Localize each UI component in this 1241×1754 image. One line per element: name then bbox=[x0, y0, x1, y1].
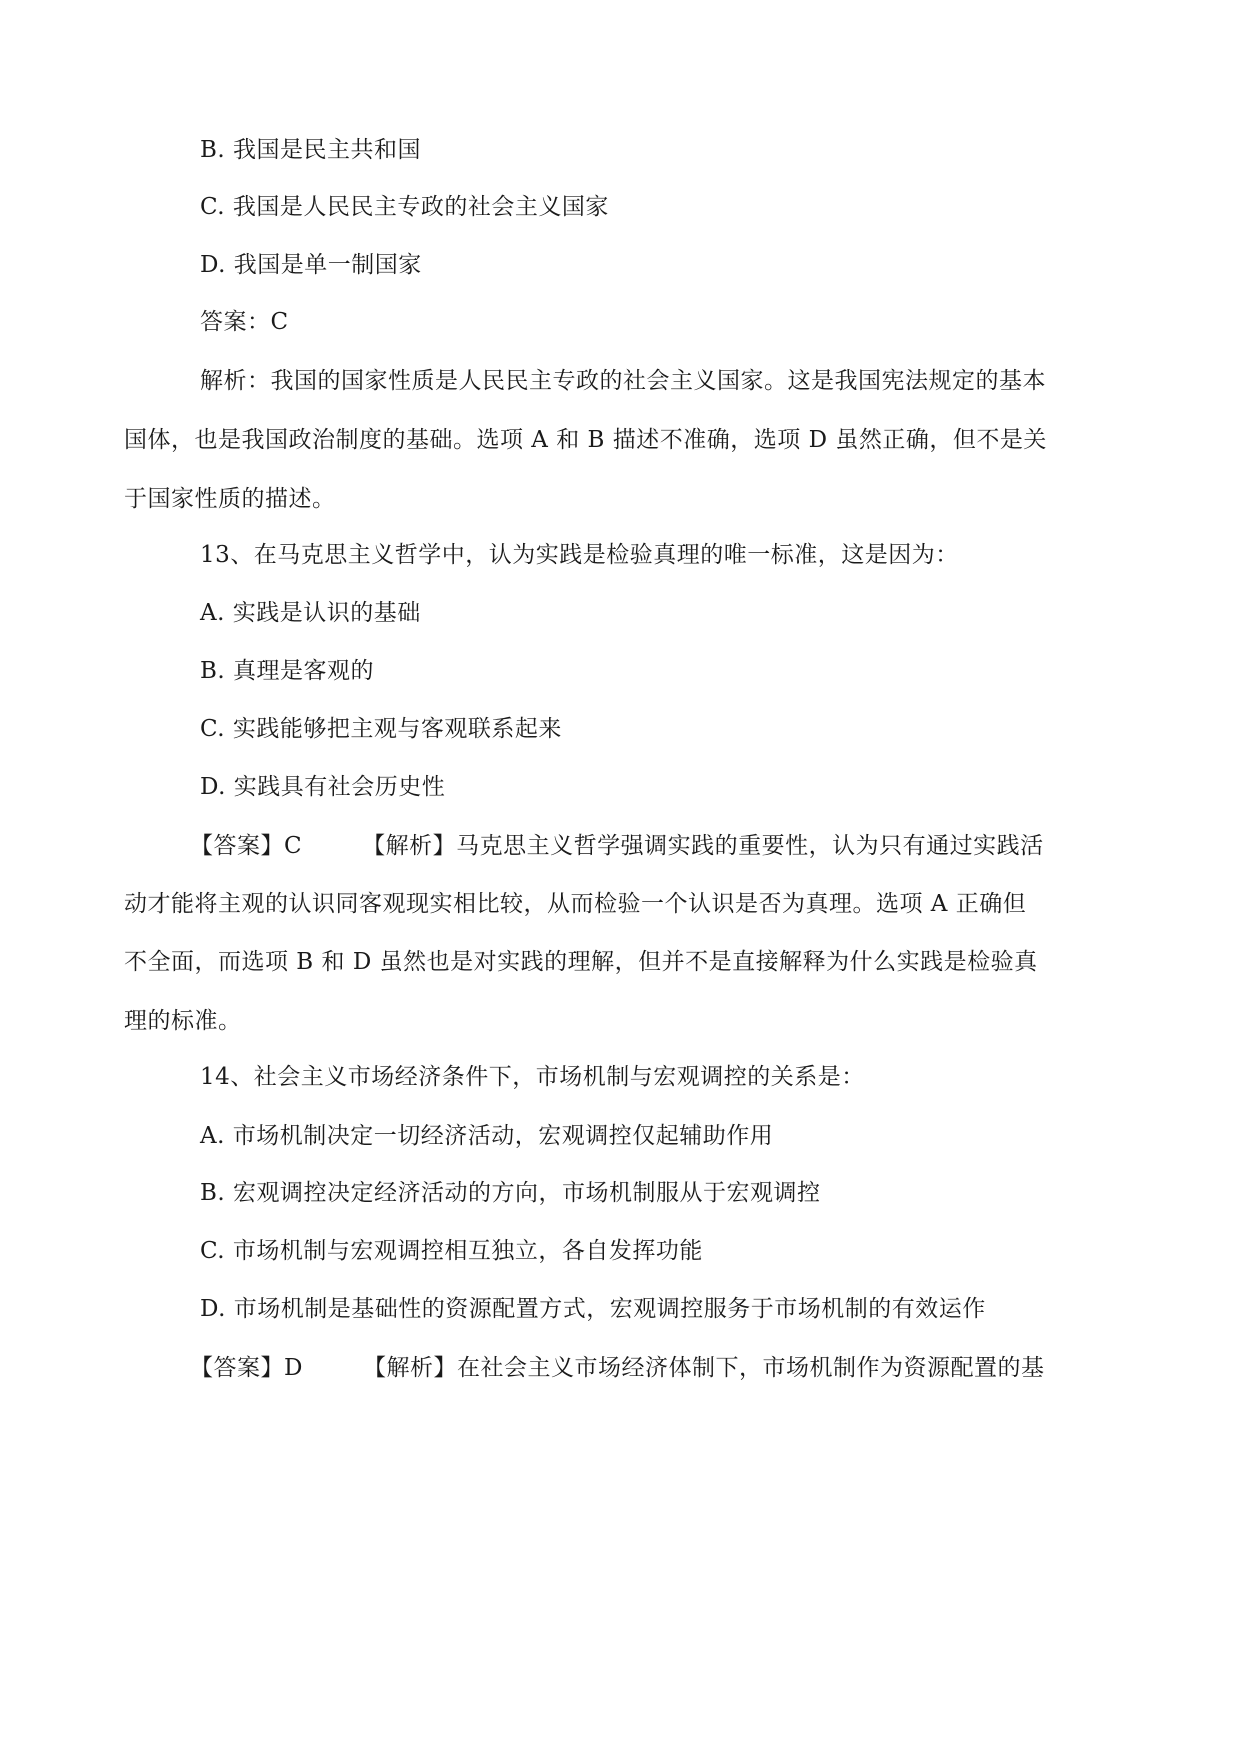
q14-question: 14、社会主义市场经济条件下，市场机制与宏观调控的关系是： bbox=[200, 1064, 865, 1090]
q13-option-a: A. 实践是认识的基础 bbox=[200, 600, 421, 626]
q14-analysis-line-1: 【解析】在社会主义市场经济体制下，市场机制作为资源配置的基 bbox=[362, 1355, 1045, 1381]
q13-analysis-line-4: 理的标准。 bbox=[124, 1008, 242, 1034]
q12-answer: 答案：C bbox=[200, 309, 289, 335]
q13-analysis-line-3: 不全面，而选项 B 和 D 虽然也是对实践的理解，但并不是直接解释为什么实践是检验真 bbox=[124, 949, 1038, 975]
q14-option-b: B. 宏观调控决定经济活动的方向，市场机制服从于宏观调控 bbox=[200, 1180, 821, 1206]
q14-answer: 【答案】D bbox=[190, 1355, 303, 1381]
q12-option-d: D. 我国是单一制国家 bbox=[200, 252, 422, 278]
q14-option-a: A. 市场机制决定一切经济活动，宏观调控仅起辅助作用 bbox=[200, 1123, 774, 1149]
q13-analysis-line-1: 【解析】马克思主义哲学强调实践的重要性，认为只有通过实践活 bbox=[362, 833, 1044, 859]
q13-analysis-line-2: 动才能将主观的认识同客观现实相比较，从而检验一个认识是否为真理。选项 A 正确但 bbox=[124, 891, 1027, 917]
q14-option-d: D. 市场机制是基础性的资源配置方式，宏观调控服务于市场机制的有效运作 bbox=[200, 1296, 986, 1322]
q14-option-c: C. 市场机制与宏观调控相互独立，各自发挥功能 bbox=[200, 1238, 703, 1264]
q12-analysis-line-3: 于国家性质的描述。 bbox=[124, 486, 336, 512]
q13-option-d: D. 实践具有社会历史性 bbox=[200, 774, 446, 800]
q14-answer-analysis bbox=[190, 1352, 1044, 1384]
q13-option-c: C. 实践能够把主观与客观联系起来 bbox=[200, 716, 562, 742]
q12-analysis-line-1: 解析：我国的国家性质是人民民主专政的社会主义国家。这是我国宪法规定的基本 bbox=[200, 368, 1046, 394]
q12-option-b: B. 我国是民主共和国 bbox=[200, 137, 422, 163]
q12-analysis-line-2: 国体，也是我国政治制度的基础。选项 A 和 B 描述不准确，选项 D 虽然正确，但不是关 bbox=[124, 427, 1047, 453]
q12-option-c: C. 我国是人民民主专政的社会主义国家 bbox=[200, 194, 609, 220]
q13-answer-analysis bbox=[190, 830, 1044, 862]
q13-question: 13、在马克思主义哲学中，认为实践是检验真理的唯一标准，这是因为： bbox=[200, 542, 959, 568]
q13-option-b: B. 真理是客观的 bbox=[200, 658, 375, 684]
q13-answer: 【答案】C bbox=[190, 833, 303, 859]
